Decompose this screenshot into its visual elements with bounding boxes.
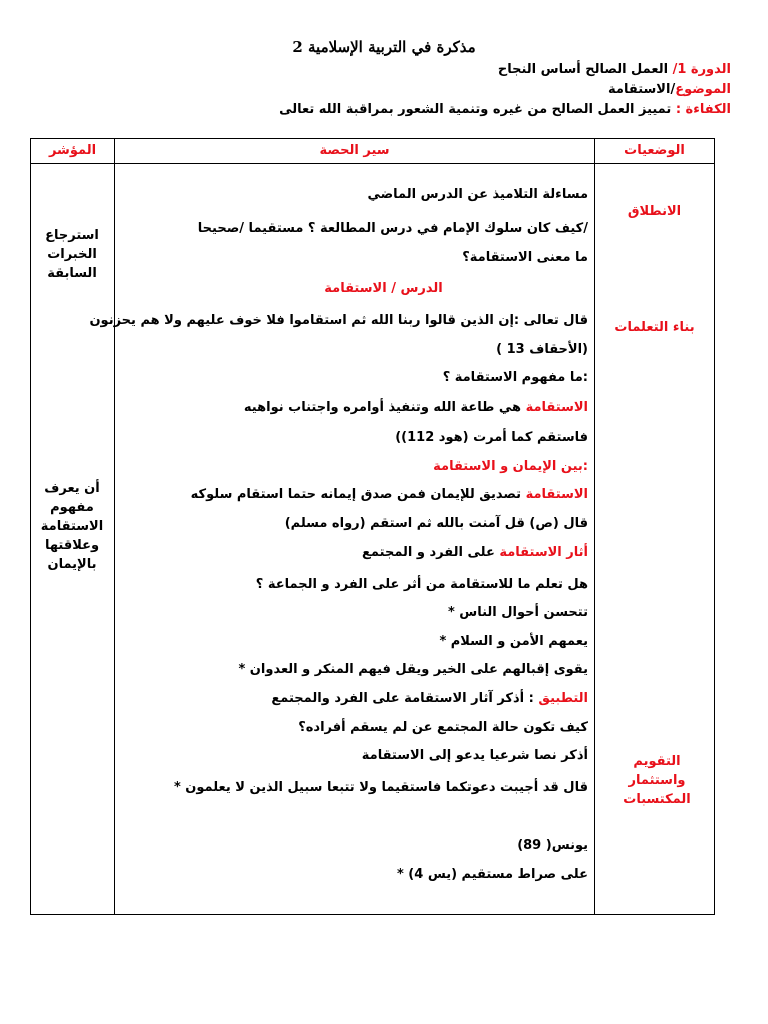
lesson-text: فاستقم كما أمرت (هود 112)) xyxy=(395,430,588,445)
lesson-text: تتحسن أحوال الناس * xyxy=(447,605,588,620)
topic-value: /الاستقامة xyxy=(608,82,676,97)
lesson-text: أذكر نصا شرعيا يدعو إلى الاستقامة xyxy=(361,748,588,763)
lesson-text: مساءلة التلاميذ عن الدرس الماضي xyxy=(367,187,588,202)
lesson-line xyxy=(362,748,588,763)
lesson-text: على صراط مستقيم (يس 4) * xyxy=(396,867,588,882)
lesson-text: يعمهم الأمن و السلام * xyxy=(439,634,588,649)
lesson-term-highlight: الاستقامة xyxy=(525,400,588,415)
cycle-label: الدورة 1/ xyxy=(672,62,731,77)
lesson-text: :ما مفهوم الاستقامة ؟ xyxy=(442,370,588,385)
lesson-text: كيف تكون حالة المجتمع عن لم يسقم أفراده؟ xyxy=(298,720,588,735)
lesson-term-highlight: الدرس / الاستقامة xyxy=(324,281,443,296)
lesson-text: /كيف كان سلوك الإمام في درس المطالعة ؟ مستقيما /صحيحا xyxy=(197,221,588,236)
topic-line xyxy=(608,82,731,97)
lesson-line xyxy=(496,342,588,357)
table-border-top xyxy=(30,138,715,139)
lesson-text: (الأحقاف 13 ) xyxy=(496,342,588,357)
lesson-line xyxy=(367,187,588,202)
lesson-line xyxy=(184,281,583,296)
lesson-term-highlight: الاستقامة xyxy=(525,487,588,502)
lesson-line xyxy=(89,313,588,328)
table-border-right xyxy=(714,138,715,915)
lesson-line xyxy=(462,250,588,265)
column-header-lesson-flow: سير الحصة xyxy=(319,143,390,158)
lesson-text: يقوى إقبالهم على الخير ويقل فيهم المنكر و العدوان * xyxy=(238,662,588,677)
lesson-line xyxy=(198,221,588,236)
lesson-text: : أذكر آثار الاستقامة على الفرد والمجتمع xyxy=(271,691,539,706)
lesson-line xyxy=(397,867,588,882)
lesson-line xyxy=(191,487,588,502)
competence-value: تمييز العمل الصالح من غيره وتنمية الشعور بمراقبة الله تعالى xyxy=(279,102,676,117)
competence-label: الكفاءة : xyxy=(675,102,731,117)
table-border-left xyxy=(30,138,31,915)
lesson-line xyxy=(448,605,588,620)
lesson-text: قال (ص) قل آمنت بالله ثم استقم (رواه مسلم) xyxy=(284,516,588,531)
situation-build-learning: بناء التعلمات xyxy=(614,320,695,335)
lesson-line xyxy=(174,780,588,795)
lesson-line xyxy=(395,430,588,445)
lesson-line xyxy=(271,691,588,706)
lesson-line xyxy=(298,720,588,735)
lesson-line xyxy=(433,459,588,474)
lesson-text: هي طاعة الله وتنفيذ أوامره واجتناب نواهيه xyxy=(243,400,526,415)
lesson-text: قال تعالى :إن الذين قالوا ربنا الله ثم استقاموا فلا خوف عليهم ولا هم يحزنون xyxy=(89,313,588,328)
situation-launch: الانطلاق xyxy=(627,204,682,219)
topic-label: الموضوع xyxy=(675,82,731,97)
indicator-prior-knowledge: استرجاع الخبرات السابقة xyxy=(45,228,99,281)
cycle-value: العمل الصالح أساس النجاح xyxy=(497,62,673,77)
table-border-bottom xyxy=(30,914,715,915)
table-header-divider xyxy=(30,163,715,164)
lesson-line xyxy=(256,577,588,592)
table-col-divider-2 xyxy=(594,138,595,915)
cycle-line xyxy=(498,62,731,77)
table-col-divider-1 xyxy=(114,138,115,915)
lesson-line xyxy=(244,400,588,415)
lesson-term-highlight: أثار الاستقامة xyxy=(499,545,588,560)
lesson-line xyxy=(439,634,588,649)
lesson-line xyxy=(517,838,588,853)
lesson-text: تصديق للإيمان فمن صدق إيمانه حتما استقام سلوكه xyxy=(190,487,526,502)
lesson-line xyxy=(362,545,588,560)
competence-line xyxy=(279,102,731,117)
lesson-line xyxy=(443,370,588,385)
lesson-term-highlight: التطبيق xyxy=(538,691,588,706)
lesson-line xyxy=(285,516,588,531)
lesson-line xyxy=(238,662,588,677)
lesson-term-highlight: :بين الإيمان و الاستقامة xyxy=(433,459,588,474)
lesson-text: هل تعلم ما للاستقامة من أثر على الفرد و الجماعة ؟ xyxy=(255,577,588,592)
lesson-text: قال قد أجيبت دعوتكما فاستقيما ولا تتبعا سبيل الذين لا يعلمون * xyxy=(173,780,588,795)
document-title: مذكرة في التربية الإسلامية 2 xyxy=(292,38,476,56)
lesson-text: ما معنى الاستقامة؟ xyxy=(462,250,588,265)
column-header-situations: الوضعيات xyxy=(624,143,685,158)
indicator-define-concept: أن يعرف مفهوم الاستقامة وعلاقتها بالإيمان xyxy=(40,481,104,572)
situation-evaluation: التقويم واستثمار المكتسبات xyxy=(623,754,691,807)
lesson-text: على الفرد و المجتمع xyxy=(362,545,500,560)
lesson-text: يونس( 89) xyxy=(517,838,588,853)
column-header-indicator: المؤشر xyxy=(48,143,97,158)
